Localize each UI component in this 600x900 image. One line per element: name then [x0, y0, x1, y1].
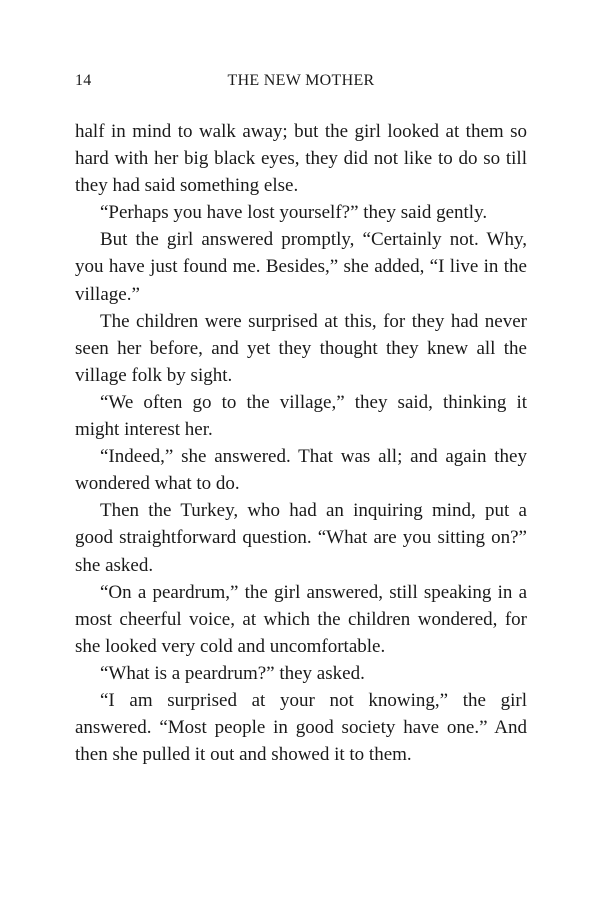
running-head — [75, 72, 527, 94]
paragraph: But the girl answered promptly, “Certainly not. Why, you have just found me. Besides,” she added, “I live in the village.” — [75, 229, 527, 305]
paragraph-continuation: half in mind to walk away; but the girl looked at them so hard with her big black eyes, they did not like to do so till they had said something else. — [75, 121, 527, 197]
page-number: 14 — [75, 72, 92, 89]
paragraph: “Perhaps you have lost yourself?” they said gently. — [100, 202, 488, 224]
paragraph: “Indeed,” she answered. That was all; and again they wondered what to do. — [75, 446, 527, 495]
paragraph: Then the Turkey, who had an inquiring mind, put a good straightforward question. “What are you sitting on?” she asked. — [75, 500, 527, 576]
paragraph: “We often go to the village,” they said, thinking it might interest her. — [75, 391, 527, 441]
paragraph: The children were surprised at this, for they had never seen her before, and yet they thought they knew all the village folk by sight. — [75, 310, 527, 386]
paragraph: “I am surprised at your not knowing,” the girl answered. “Most people in good society have one.” And then she pulled it out and showed it to them. — [75, 689, 527, 766]
running-title: THE NEW MOTHER — [227, 72, 375, 89]
body-text — [75, 118, 527, 768]
paragraph: “On a peardrum,” the girl answered, still speaking in a most cheerful voice, at which the children wondered, for she looked very cold and uncomfortable. — [75, 581, 527, 657]
paragraph: “What is a peardrum?” they asked. — [100, 662, 365, 684]
